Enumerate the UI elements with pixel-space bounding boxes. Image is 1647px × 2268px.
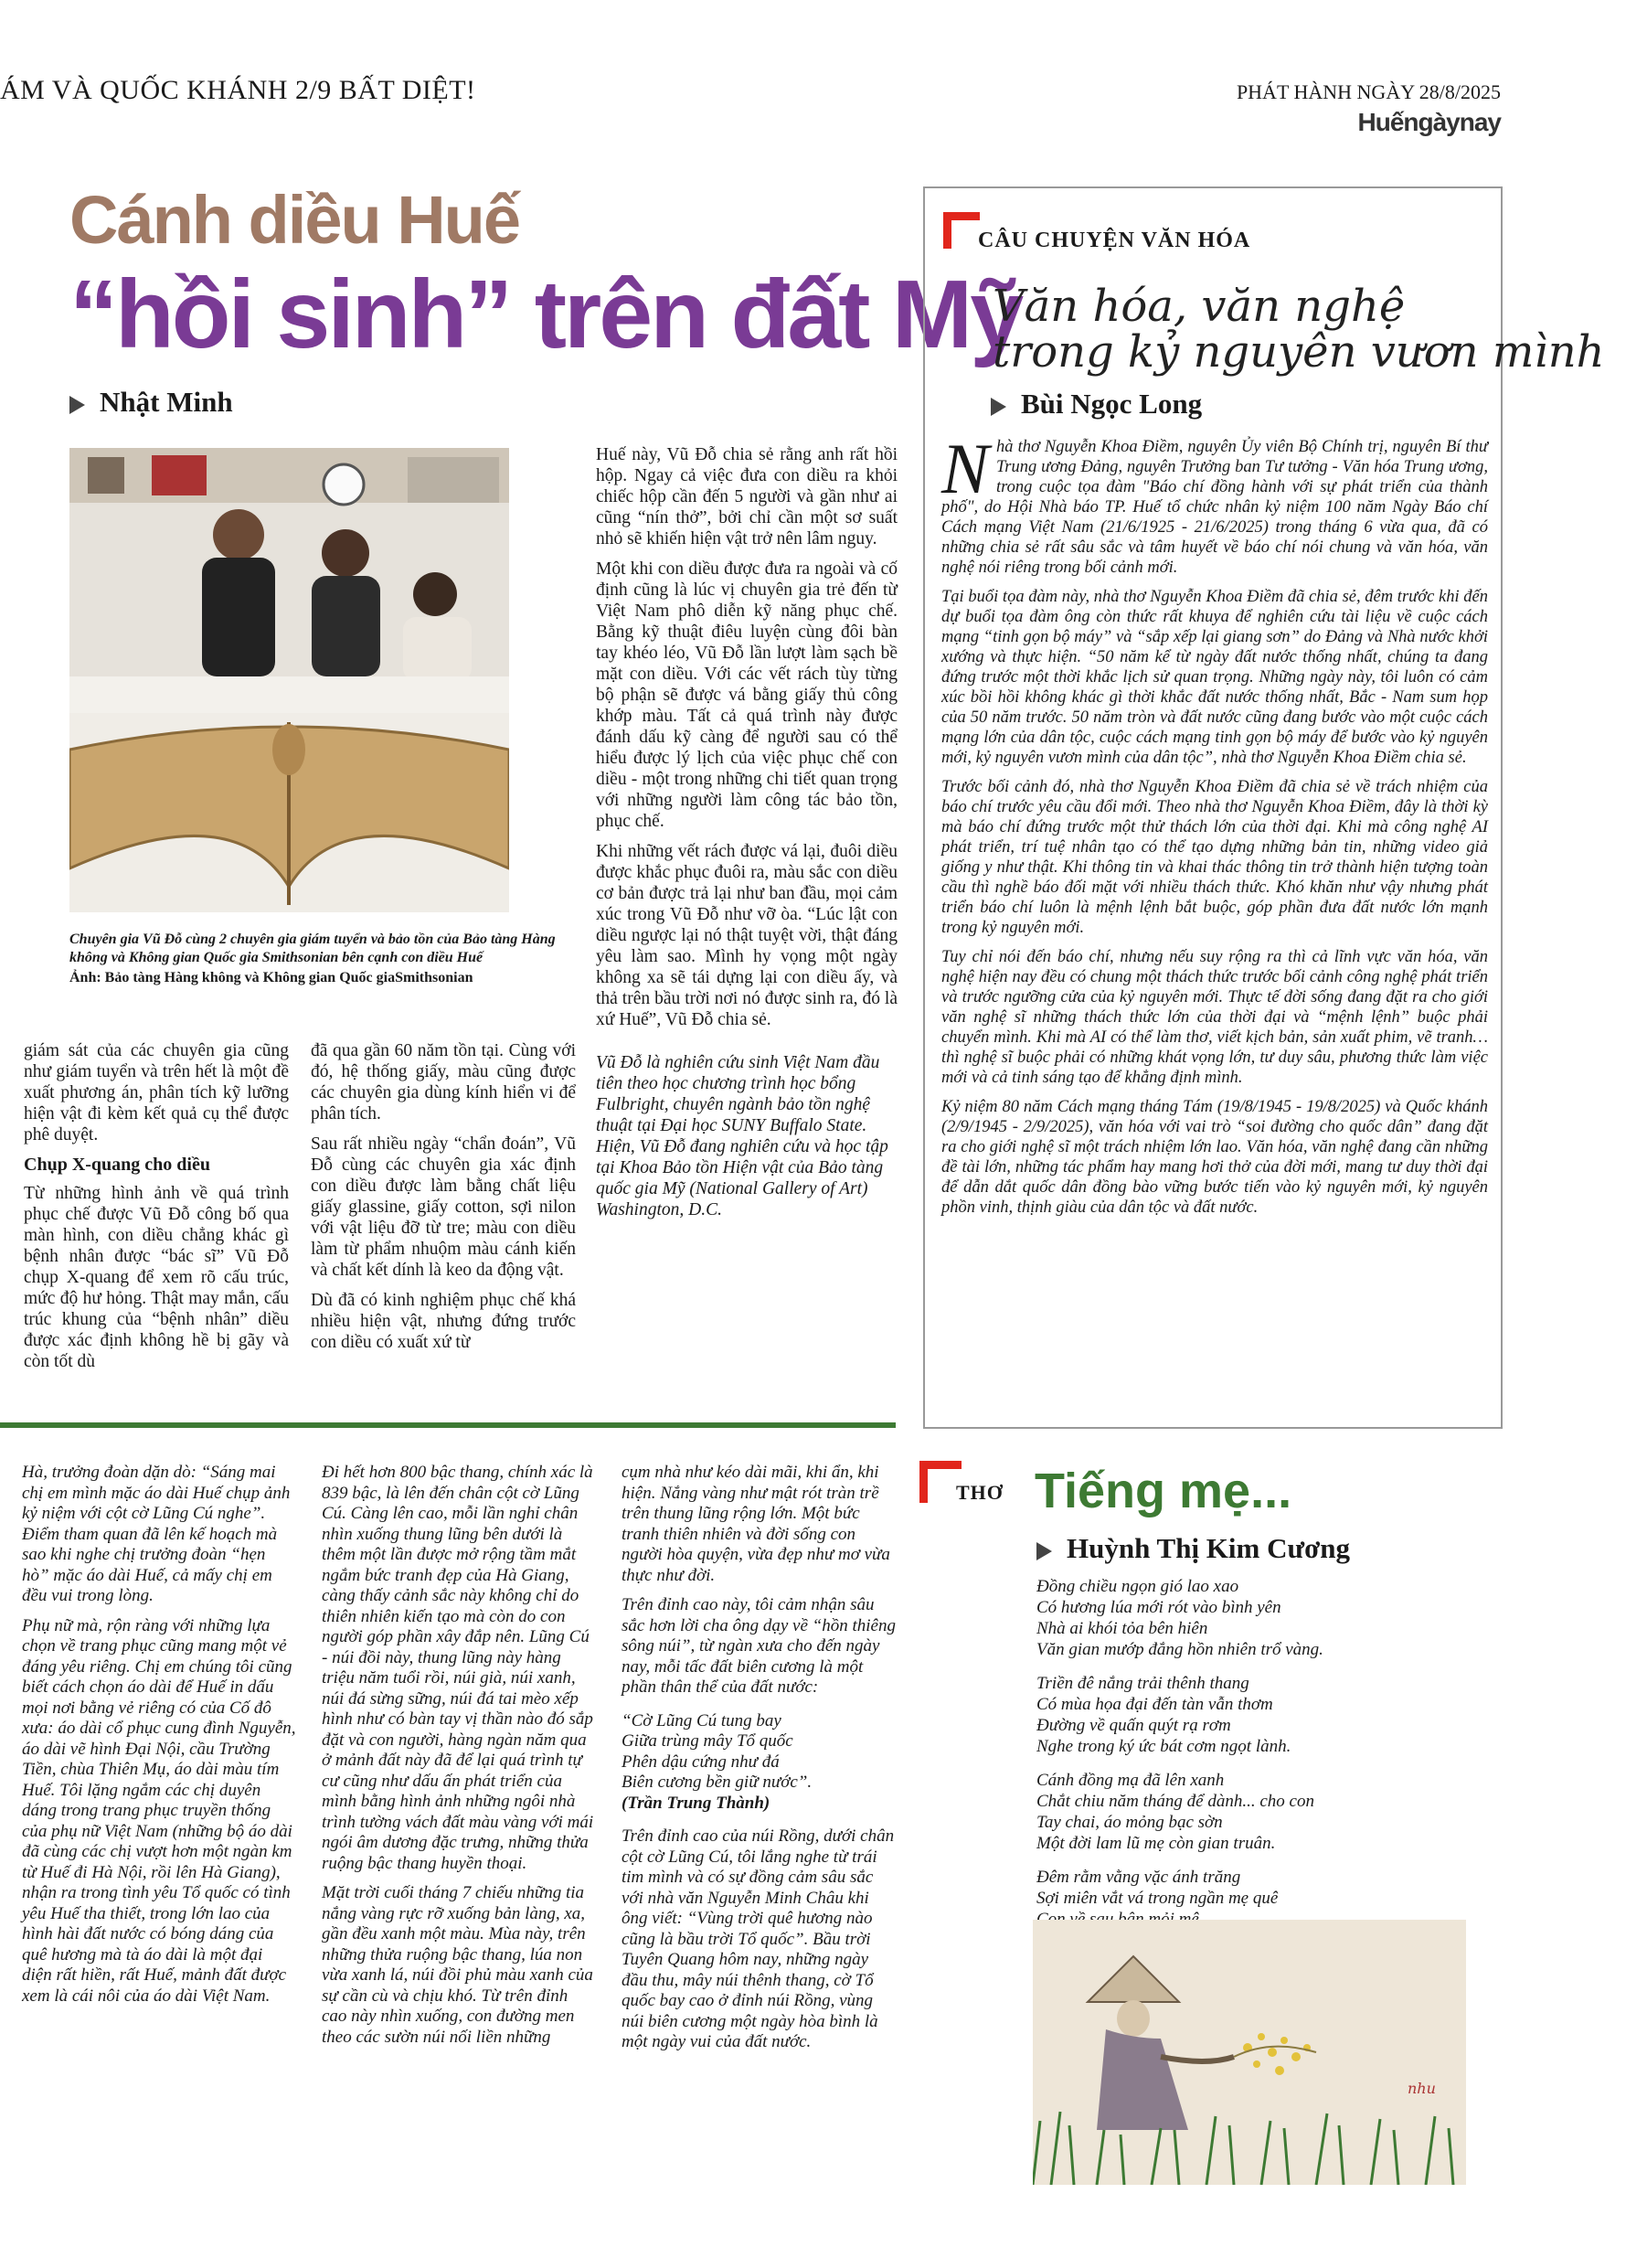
article-subhead: Chụp X-quang cho diều [24, 1155, 210, 1175]
verse-author: (Trần Trung Thành) [622, 1793, 770, 1813]
verse-line: Giữa trùng mây Tổ quốc [622, 1731, 793, 1751]
paragraph: cụm nhà như kéo dài mãi, khi ẩn, khi hiện. Nắng vàng như mật rót tràn trề trên thung lũng rộng lớn. Một bức tranh thiên nhiên và đời sống con người hòa quyện, vừa đẹp như mơ vừa thực như đời. [622, 1463, 890, 1585]
article-kicker: Cánh diều Huế [69, 182, 520, 258]
verse-line: “Cờ Lũng Cú tung bay [622, 1710, 781, 1730]
paragraph: Phụ nữ mà, rộn ràng với những lựa chọn về trang phục cũng mang một vẻ đáng yêu riêng. Chị em chúng tôi cũng biết cách chọn áo dài để Huế in dấu mọi nơi bằng vẻ riêng có của Cố đô xưa: áo dài cổ phục cung đình Nguyễn, áo dài vẽ hình Đại Nội, cầu Trường Tiền, chùa Thiên Mụ, áo dài màu tím Huế. Tôi lặng ngắm các chị duyên dáng trong trang phục truyền thống của phụ nữ Việt Nam (những bộ áo dài đã cùng các chị vượt hơn một ngàn km từ Huế đi Hà Nội, rồi lên Hà Giang), nhận ra trong tình yêu Tổ quốc có tình yêu Huế tha thiết, trong lớn lao của hình hài đất nước có bóng dáng của quê hương mà tà áo dài là một đại diện rất hiền, rất Huế, mảnh đất được xem là cái nôi của áo dài Việt Nam. [22, 1615, 296, 2006]
byline-arrow-icon [991, 398, 1006, 416]
paragraph: Dù đã có kinh nghiệm phục chế khá nhiều hiện vật, nhưng đứng trước con diều có xuất xứ từ [311, 1291, 576, 1352]
travel-column-1 [22, 1463, 296, 2016]
paragraph: Huế này, Vũ Đỗ chia sẻ rằng anh rất hồi hộp. Ngay cả việc đưa con diều ra khỏi chiếc hộp cần đến 5 người và gần như ai cũng “nín thở”, bởi chỉ cần một sơ suất nhỏ sẽ khiến hiện vật trở nên lâm nguy. [596, 445, 898, 548]
poem-line: Có mùa họa đại đến tàn vẫn thơm [1036, 1695, 1273, 1714]
poem-stanza [1036, 1673, 1493, 1757]
byline-text: Nhật Minh [100, 386, 233, 418]
kite-photo-illustration [69, 448, 509, 912]
paper-logo: Huếngàynay [1357, 108, 1501, 136]
header-banner: ÁM VÀ QUỐC KHÁNH 2/9 BẤT DIỆT! [0, 75, 476, 105]
illustrator-signature: nhu [1408, 2080, 1436, 2097]
article-column-3 [596, 444, 898, 1230]
poem-line: Nghe trong ký ức bát cơm ngọt lành. [1036, 1737, 1291, 1756]
poem-byline [1036, 1532, 1350, 1565]
poem-body [1036, 1576, 1493, 1964]
paragraph: Tuy chỉ nói đến báo chí, nhưng nếu suy rộng ra thì cả lĩnh vực văn hóa, văn nghệ hiện nay đều có chung một thách thức trước bối cảnh công nghệ phát triển và trước ngưỡng cửa của kỷ nguyên mới. Thực tế đời sống đang đặt ra cho giới văn nghệ sĩ những thách thức lớn của thời đại và “mệnh lệnh” buộc phải chuyển mình. Khi mà AI có thể làm thơ, viết kịch bản, sản xuất phim, vẽ tranh… thì nghệ sĩ buộc phải có những khát vọng lớn, tư duy sâu, phương thức làm việc mới và cả tinh sáng tạo để khẳng định mình. [941, 948, 1488, 1087]
poem-line: Đồng chiều ngọn gió lao xao [1036, 1577, 1239, 1596]
poem-line: Cánh đồng mạ đã lên xanh [1036, 1771, 1225, 1790]
poem-line: Sợi miên vắt vá trong ngần mẹ quê [1036, 1889, 1279, 1908]
quoted-verse [622, 1711, 896, 1815]
poem-stanza [1036, 1770, 1493, 1854]
verse-line: Phên dậu cứng như đá [622, 1752, 780, 1772]
paragraph: hà thơ Nguyễn Khoa Điềm, nguyên Ủy viên Bộ Chính trị, nguyên Bí thư Trung ương Đảng, nguyên Trưởng ban Tư tưởng - Văn hóa Trung ương, trong cuộc tọa đàm "Báo chí đồng hành với sự phát triển của thành phố", do Hội Nhà báo TP. Huế tổ chức nhân kỷ niệm 100 năm Ngày Báo chí Cách mạng Việt Nam (21/6/1925 - 21/6/2025) trong tháng 6 vừa qua, đã có những chia sẻ rất sâu sắc và tâm huyết về báo chí nói chung và văn hóa, văn nghệ nói riêng trong bối cảnh mới. [941, 438, 1488, 577]
travel-column-2 [322, 1463, 596, 2057]
poem-title: Tiếng mẹ... [1035, 1464, 1292, 1518]
poem-line: Một đời lam lũ mẹ còn gian truân. [1036, 1834, 1276, 1853]
poem-line: Chắt chiu năm tháng để dành... cho con [1036, 1792, 1314, 1811]
byline-arrow-icon [69, 396, 85, 414]
photo-caption [69, 931, 563, 987]
byline-arrow-icon [1036, 1542, 1052, 1560]
paragraph: Đi hết hơn 800 bậc thang, chính xác là 839 bậc, là lên đến chân cột cờ Lũng Cú. Càng lên cao, mỗi lần nghỉ chân nhìn xuống thung lũng bên dưới là thêm một lần được mở rộng tầm mắt ngắm bức tranh đẹp của Hà Giang, càng thấy cảnh sắc này không chỉ do thiên nhiên kiến tạo mà còn do con người góp phần xây đắp nên. Lũng Cú - núi đồi này, thung lũng này hàng triệu năm tuổi rồi, núi già, núi xanh, núi đá sừng sững, núi đá tai mèo xếp hình như có bàn tay vị thần nào đó sắp đặt và con người, hàng ngàn năm qua ở mảnh đất này đã để lại quá trình tự cư cũng như dấu ấn phát triển của mình bằng hình ảnh những ngôi nhà trình tường vách đất màu vàng với mái ngói âm dương đặc trưng, những thửa ruộng bậc thang huyền thoại. [322, 1463, 594, 1873]
paragraph: Mặt trời cuối tháng 7 chiếu những tia nắng vàng rực rỡ xuống bản làng, xa, gần đều xanh một màu. Mùa này, trên những thửa ruộng bậc thang, lúa non vừa xanh lá, núi đồi phủ màu xanh của sự cần cù và chịu khó. Từ trên đỉnh cao này nhìn xuống, con đường men theo các sườn núi nối liền những [322, 1883, 593, 2047]
poem-line: Có hương lúa mới rót vào bình yên [1036, 1598, 1281, 1617]
farmer-illustration [1033, 1920, 1466, 2185]
caption-text: Chuyên gia Vũ Đỗ cùng 2 chuyên gia giám tuyển và bảo tồn của Bảo tàng Hàng không và Không gian Quốc gia Smithsonian bên cạnh con diều Huế [69, 932, 556, 965]
paragraph: Từ những hình ảnh về quá trình phục chế được Vũ Đỗ công bố qua màn hình, con diều chẳng khác gì bệnh nhân được “bác sĩ” Vũ Đỗ chụp X-quang để xem rõ cấu trúc, mức độ hư hỏng. Thật may mắn, cấu trúc khung của “bệnh nhân” diều được xác định không hề bị gãy và còn tốt dù [24, 1184, 289, 1371]
article-byline [69, 386, 233, 419]
poem-line: Văn gian mướp đắng hồn nhiên trổ vàng. [1036, 1640, 1323, 1659]
drop-cap: N [941, 429, 990, 508]
poem-stanza [1036, 1576, 1493, 1660]
paragraph: Sau rất nhiều ngày “chẩn đoán”, Vũ Đỗ cùng các chuyên gia xác định con diều được làm bằng chất liệu giấy glassine, giấy cotton, sợi nilon với vật liệu đỡ từ tre; màu con diều làm từ phẩm nhuộm màu cánh kiến và chất kết dính là keo da động vật. [311, 1134, 576, 1280]
paragraph: Trên đỉnh cao này, tôi cảm nhận sâu sắc hơn lời cha ông dạy về “hồn thiêng sông núi”, từ ngàn xưa cho đến ngày nay, mỗi tấc đất biên cương là một phần thân thể của đất nước: [622, 1595, 896, 1697]
paragraph: Một khi con diều được đưa ra ngoài và cố định cũng là lúc vị chuyên gia trẻ đến từ Việt Nam phô diễn kỹ năng phục chế. Bằng kỹ thuật điêu luyện cùng đôi bàn tay khéo léo, Vũ Đỗ lần lượt làm sạch bề mặt con diều. Với các vết rách tùy từng bộ phận sẽ được vá bằng giấy thủ công khớp màu. Tất cả quá trình này được đánh dấu kỹ càng để người sau có thể hiểu được lý lịch của việc phục chế con diều - một trong những chi tiết quan trọng với những người làm công tác bảo tồn, phục chế. [596, 559, 898, 831]
issue-date: PHÁT HÀNH NGÀY 28/8/2025 [1236, 80, 1501, 103]
paragraph: đã qua gần 60 năm tồn tại. Cùng với đó, hệ thống giấy, màu cũng được các chuyên gia dùng kính hiển vi để phân tích. [311, 1041, 576, 1123]
essay-title-line-2: trong kỷ nguyên vươn mình [993, 326, 1605, 378]
essay-body [941, 429, 1488, 1227]
essay-title-line-1: Văn hóa, văn nghệ [993, 281, 1406, 332]
author-bio-note: Vũ Đỗ là nghiên cứu sinh Việt Nam đầu tiên theo học chương trình học bổng Fulbright, chuyên ngành bảo tồn nghệ thuật tại Đại học SUNY Buffalo State. Hiện, Vũ Đỗ đang nghiên cứu và học tập tại Khoa Bảo tồn Hiện vật của Bảo tàng quốc gia Mỹ (National Gallery of Art) Washington, D.C. [596, 1053, 888, 1219]
paragraph: Hà, trưởng đoàn dặn dò: “Sáng mai chị em mình mặc áo dài Huế chụp ảnh kỷ niệm với cột cờ Lũng Cú nghe”. Điểm tham quan đã lên kế hoạch mà sao khi nghe chị trưởng đoàn “hẹn hò” mặc áo dài Huế, cả mấy chị em đều vui trong lòng. [22, 1463, 291, 1605]
article-column-2 [311, 1040, 576, 1362]
article-photo [69, 448, 509, 912]
paragraph: Tại buổi tọa đàm này, nhà thơ Nguyễn Khoa Điềm đã chia sẻ, đêm trước khi đến dự buổi tọa đàm ông còn thức rất khuya để nghiên cứu tài liệu về cuộc cách mạng “tinh gọn bộ máy” và “sắp xếp lại giang sơn” do Đảng và Nhà nước khởi xướng và thực hiện. “50 năm kể từ ngày đất nước thống nhất, chúng ta đang đứng trước một thời khắc lịch sử quan trọng. Những ngày này, tôi luôn có cảm xúc bồi hồi không khác gì thời khắc đất nước thống nhất, Bắc - Nam sum họp của 50 năm trước. 50 năm tròn và đất nước cũng đang bước vào một cuộc cách mạng lớn của dân tộc, cuộc cách mạng tinh gọn bộ máy để bước vào kỷ nguyên mới, kỷ nguyên vươn mình của dân tộc”, nhà thơ Nguyễn Khoa Điềm chia sẻ. [941, 588, 1488, 767]
section-divider [0, 1422, 896, 1428]
photo-credit: Ảnh: Bảo tàng Hàng không và Không gian Quốc giaSmithsonian [69, 970, 473, 985]
poem-illustration [1033, 1920, 1466, 2185]
poem-line: Tay chai, áo mỏng bạc sờn [1036, 1813, 1223, 1832]
paragraph: giám sát của các chuyên gia cũng như giám tuyển và trên hết là một đề xuất phương án, phân tích kỹ lưỡng hiện vật đi kèm kết quả cụ thể được phê duyệt. [24, 1041, 289, 1145]
article-column-1 [24, 1040, 289, 1381]
article-title: “hồi sinh” trên đất Mỹ [69, 261, 1022, 368]
paragraph: Kỷ niệm 80 năm Cách mạng tháng Tám (19/8/1945 - 19/8/2025) và Quốc khánh (2/9/1945 - 2/9/2025), văn hóa với vai trò “soi đường cho quốc dân” đang đặt ra cho giới nghệ sĩ một trách nhiệm lớn lao. Văn hóa, văn nghệ đang cần những đề tài lớn, những tác phẩm hay mang hơi thở của đời mới, mang tư duy thời đại để dẫn dắt quốc dân đồng bào vững bước tiến vào kỷ nguyên mới, kỷ nguyên phồn vinh, thịnh giàu của dân tộc và đất nước. [941, 1098, 1488, 1217]
byline-text: Huỳnh Thị Kim Cương [1067, 1532, 1350, 1564]
travel-column-3 [622, 1463, 896, 2062]
poem-line: Triền đê nắng trải thênh thang [1036, 1674, 1249, 1693]
essay-byline [991, 388, 1202, 421]
verse-line: Biên cương bền giữ nước”. [622, 1773, 813, 1792]
paragraph: Trước bối cảnh đó, nhà thơ Nguyễn Khoa Điềm đã chia sẻ về trách nhiệm của báo chí trước yêu cầu đổi mới. Theo nhà thơ Nguyễn Khoa Điềm, đây là thời kỳ mà báo chí đứng trước một thử thách lớn của thời đại. Khi mà công nghệ AI phát triển, trí tuệ nhân tạo có thể tạo dựng những bản tin, những video giả giống y như thật. Khi thông tin và khai thác thông tin trở thành hiện tượng toàn cầu thì nghề báo đối mặt với nhiều thách thức. Khó khăn như vậy nhưng phát triển báo chí luôn là mệnh lệnh bắt buộc, góp phần đưa đất nước lớn mạnh trong kỷ nguyên mới. [941, 778, 1488, 937]
poem-line: Đường về quấn quýt rạ rơm [1036, 1716, 1231, 1735]
section-marker-icon [943, 212, 980, 249]
section-label: CÂU CHUYỆN VĂN HÓA [978, 229, 1251, 252]
poem-line: Nhà ai khói tỏa bên hiên [1036, 1619, 1208, 1638]
paragraph: Trên đỉnh cao của núi Rồng, dưới chân cột cờ Lũng Cú, tôi lắng nghe từ trái tim mình và có sự đồng cảm sâu sắc với nhà văn Nguyễn Minh Châu khi ông viết: “Vùng trời quê hương nào cũng là bầu trời Tổ quốc”. Bầu trời Tuyên Quang hôm nay, những ngày đầu thu, mây núi thênh thang, cờ Tổ quốc bay cao ở đỉnh núi Rồng, vùng núi biên cương một ngày hòa bình là một ngày vui của đất nước. [622, 1826, 895, 2051]
byline-text: Bùi Ngọc Long [1021, 388, 1203, 420]
poem-line: Đêm rằm vằng vặc ánh trăng [1036, 1868, 1241, 1887]
paragraph: Khi những vết rách được vá lại, đuôi diều được khắc phục đuôi ra, màu sắc con diều cơ bản được trả lại như ban đầu, mọi cảm xúc trong Vũ Đỗ như vỡ òa. “Lúc lật con diều ngược lại nó thật tuyệt vời, thật đáng yêu làm sao. Mình hy vọng một ngày không xa sẽ tái dựng lại con diều ấy, và thả trên bầu trời nơi nó được sinh ra, đó là xứ Huế”, Vũ Đỗ chia sẻ. [596, 842, 898, 1029]
poem-section-label: THƠ [956, 1481, 1004, 1504]
